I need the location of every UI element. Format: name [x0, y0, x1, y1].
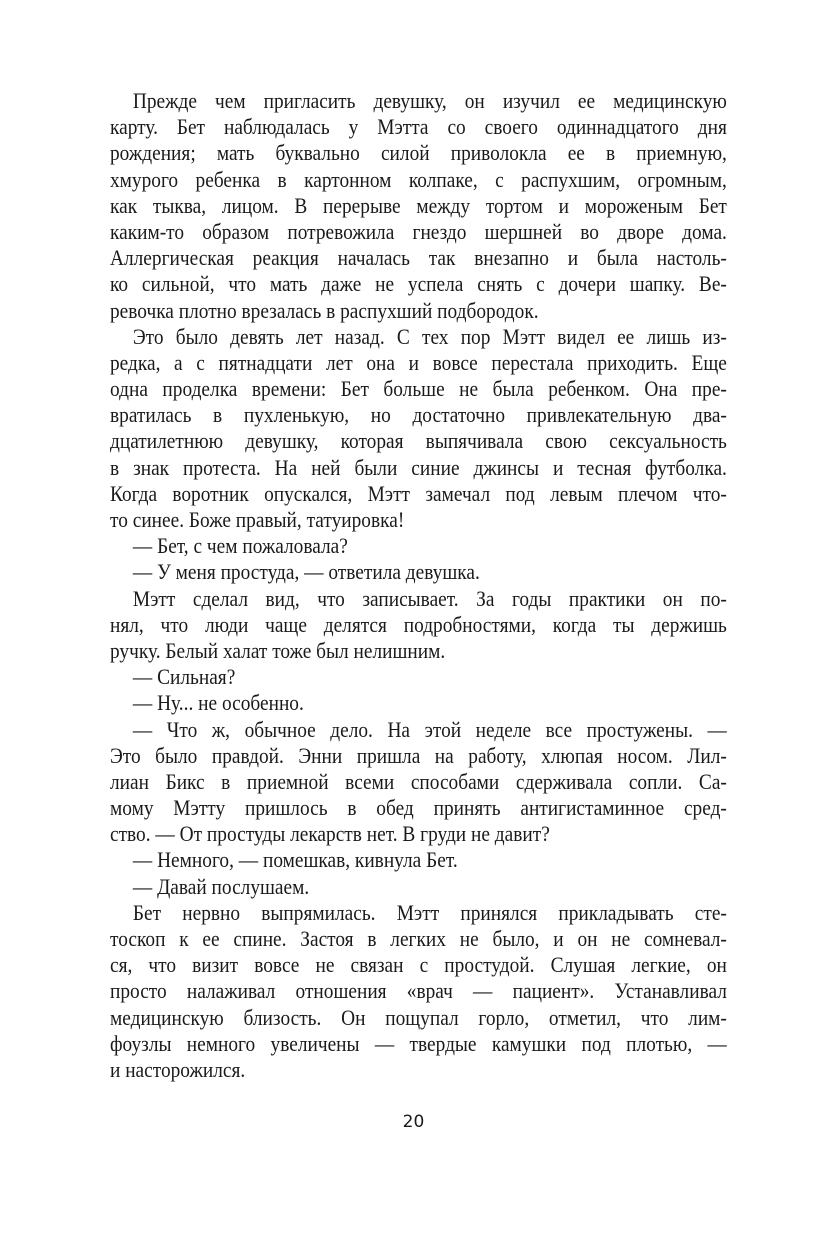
body-text — [110, 88, 727, 1083]
text-line: — Давай послушаем. — [132, 873, 310, 899]
text-line: тоскоп к ее спине. Застоя в легких не было, и он не сомневал- — [110, 926, 727, 951]
text-line: — Бет, с чем пожаловала? — [132, 533, 348, 559]
text-line: каким-то образом потревожила гнездо шершней во дворе дома. — [110, 218, 727, 244]
text-line: Мэтт сделал вид, что записывает. За годы практики он по- — [132, 585, 727, 611]
text-line: как тыква, лицом. В перерыве между тортом и мороженым Бет — [110, 192, 727, 218]
text-line: дцатилетнюю девушку, которая выпячивала свою сексуальность — [110, 428, 727, 454]
text-line: хмурого ребенка в картонном колпаке, с распухшим, огромным, — [110, 166, 727, 192]
text-line: редка, а с пятнадцати лет она и вовсе перестала приходить. Еще — [110, 349, 727, 375]
text-line: — Ну... не особенно. — [132, 690, 304, 716]
text-line: ся, что визит вовсе не связан с простудой. Слушая легкие, он — [110, 952, 727, 978]
text-line: ство. — От простуды лекарств нет. В груди не давит? — [110, 821, 550, 847]
text-line: ко сильной, что мать даже не успела снять с дочери шапку. Ве- — [110, 271, 727, 297]
text-line: и насторожился. — [110, 1056, 246, 1082]
text-line: ревочка плотно врезалась в распухший подбородок. — [110, 297, 539, 323]
text-line: — Что ж, обычное дело. На этой неделе все простужены. — — [132, 716, 727, 742]
text-line: ручку. Белый халат тоже был нелишним. — [110, 637, 446, 663]
text-line: Аллергическая реакция началась так внезапно и была настоль- — [110, 245, 727, 271]
page-number: 20 — [402, 1112, 425, 1132]
text-line: медицинскую близость. Он пощупал горло, отметил, что лим- — [110, 1004, 727, 1030]
text-line: то синее. Боже правый, татуировка! — [110, 507, 405, 532]
text-line: — Немного, — помешкав, кивнула Бет. — [132, 847, 458, 873]
text-line: Это было правдой. Энни пришла на работу, хлюпая носом. Лил- — [110, 742, 727, 768]
text-line: Это было девять лет назад. С тех пор Мэтт видел ее лишь из- — [132, 323, 727, 349]
text-line: в знак протеста. На ней были синие джинсы и тесная футболка. — [110, 454, 727, 480]
text-line: рождения; мать буквально силой приволокла ее в приемную, — [110, 140, 727, 166]
text-line: — У меня простуда, — ответила девушка. — [132, 559, 480, 585]
text-line: лиан Бикс в приемной всеми способами сдерживала сопли. Са- — [110, 768, 727, 794]
text-line: нял, что люди чаще делятся подробностями, когда ты держишь — [110, 611, 727, 637]
text-line: карту. Бет наблюдалась у Мэтта со своего одиннадцатого дня — [110, 114, 727, 140]
text-line: Бет нервно выпрямилась. Мэтт принялся прикладывать сте- — [132, 899, 727, 925]
text-line: — Сильная? — [132, 664, 236, 690]
text-line: просто налаживал отношения «врач — пациент». Устанавливал — [110, 978, 727, 1004]
text-line: Прежде чем пригласить девушку, он изучил ее медицинскую — [132, 88, 727, 113]
text-line: мому Мэтту пришлось в обед принять антигистаминное сред- — [110, 795, 727, 821]
text-line: Когда воротник опускался, Мэтт замечал под левым плечом что- — [110, 480, 727, 506]
text-line: одна проделка времени: Бет больше не была ребенком. Она пре- — [110, 376, 727, 402]
text-line: вратилась в пухленькую, но достаточно привлекательную два- — [110, 402, 727, 428]
text-line: фоузлы немного увеличены — твердые камушки под плотью, — — [110, 1030, 727, 1056]
